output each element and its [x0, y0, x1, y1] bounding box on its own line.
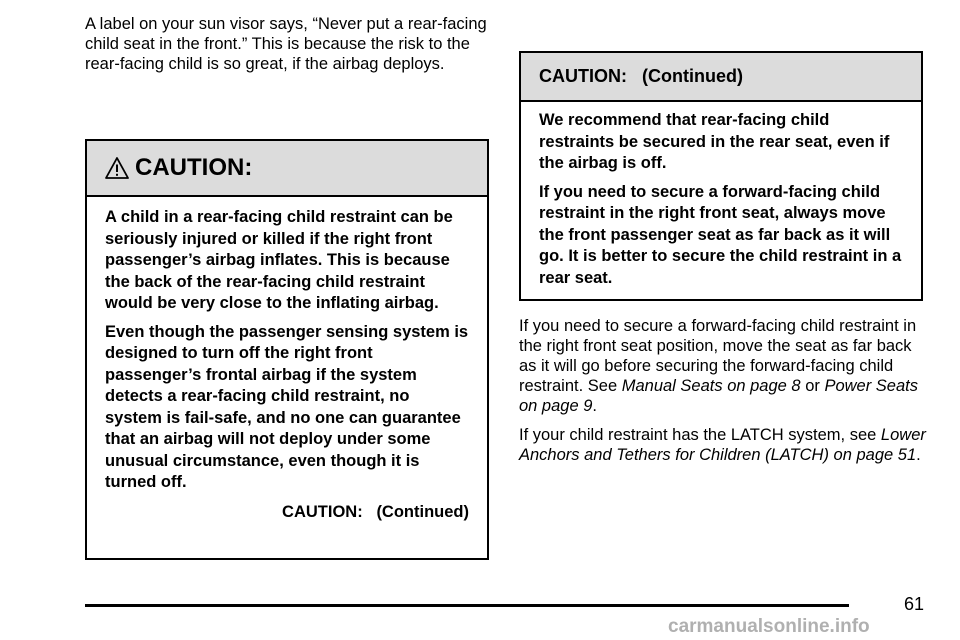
period-text-2: .: [916, 446, 921, 464]
footer-rule: [85, 604, 849, 607]
period-text: .: [592, 397, 597, 415]
or-text: or: [800, 377, 825, 395]
caution-continued-label: CAUTION: (Continued): [282, 502, 469, 521]
seat-position-paragraph: [519, 316, 929, 416]
power-seats-link[interactable]: Power Seats on page 9: [519, 377, 918, 415]
caution-body-left: [87, 197, 487, 523]
caution-header-right: [521, 53, 921, 102]
warning-triangle-icon: [105, 156, 129, 180]
caution-box-right: [519, 51, 923, 301]
latch-link[interactable]: Lower Anchors and Tethers for Children (LATCH) on page 51: [519, 426, 926, 464]
caution-paragraph-2: Even though the passenger sensing system is designed to turn off the right front passenger’s frontal airbag if the system detects a rear-facing child restraint, no system is fail-safe, and no one can guarantee that an airbag will not deploy under some unusual circumstance, even though it is turned off.: [105, 322, 469, 491]
caution-body-right: [521, 102, 921, 289]
latch-text: If your child restraint has the LATCH system, see: [519, 426, 881, 444]
caution-continued-heading: CAUTION: (Continued): [539, 66, 743, 86]
intro-text: A label on your sun visor says, “Never put a rear-facing child seat in the front.” This is because the risk to the rear-facing child is so great, if the airbag deploys.: [85, 15, 487, 73]
caution-box-left: [85, 139, 489, 560]
latch-paragraph: [519, 425, 929, 465]
intro-paragraph: [85, 14, 495, 74]
seat-position-text: If you need to secure a forward-facing child restraint in the right front seat position, move the seat as far back as it will go before securing the forward-facing child restraint. See: [519, 317, 917, 395]
caution-paragraph-1: A child in a rear-facing child restraint can be seriously injured or killed if the right front passenger’s airbag inflates. This is because the back of the rear-facing child restraint would be very close to the inflating airbag.: [105, 208, 453, 312]
manual-seats-link[interactable]: Manual Seats on page 8: [621, 377, 801, 395]
right-column-text: [519, 316, 929, 465]
caution-paragraph-3: We recommend that rear-facing child restraints be secured in the rear seat, even if the airbag is off.: [539, 111, 890, 172]
caution-paragraph-4: If you need to secure a forward-facing child restraint in the right front seat, always move the front passenger seat as far back as it will go. It is better to secure the child restraint in a rear seat.: [539, 182, 902, 287]
page-number: 61: [904, 594, 925, 614]
watermark: carmanualsonline.info: [668, 616, 870, 637]
caution-heading: CAUTION:: [135, 154, 253, 181]
caution-header-left: [87, 141, 487, 197]
